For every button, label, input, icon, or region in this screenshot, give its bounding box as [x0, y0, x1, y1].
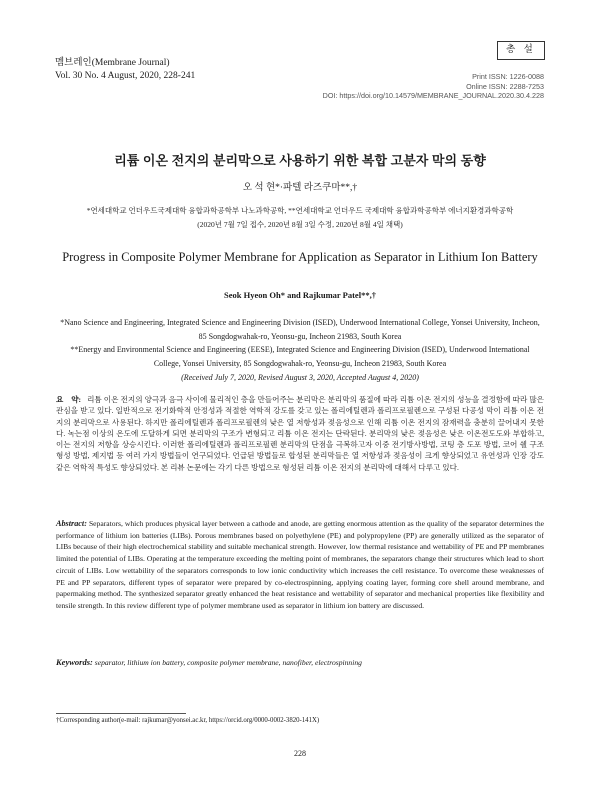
korean-authors: 오 석 현*·파텔 라즈쿠마**,† — [242, 183, 358, 193]
page-number: 228 — [294, 749, 306, 758]
affiliation-2: **Energy and Environmental Science and Engineering (EESE), Integrated Science and Engineering Division (ISED), Underwood International College, Yonsei University, 85 Songdogwahak-ro, Yeonsu-gu, Incheon 21983, South Korea — [70, 345, 530, 368]
journal-name: 멤브레인(Membrane Journal) — [55, 58, 170, 68]
footnote-divider — [56, 713, 186, 714]
keywords-text: separator, lithium ion battery, composite polymer membrane, nanofiber, electrospinning — [94, 658, 362, 667]
online-issn: Online ISSN: 2288-7253 — [466, 81, 544, 91]
english-title: Progress in Composite Polymer Membrane for Application as Separator in Lithium Ion Battery — [62, 250, 538, 264]
korean-abstract — [56, 394, 544, 473]
korean-affiliation: *연세대학교 언더우드국제대학 융합과학공학부 나노과학공학, **연세대학교 언더우드 국제대학 융합과학공학부 에너지환경과학공학 — [86, 206, 514, 215]
korean-abstract-text: 리튬 이온 전지의 양극과 음극 사이에 물리적인 층을 만들어주는 분리막은 분리막의 품질에 따라 리튬 이온 전지의 성능을 결정함에 따라 많은 관심을 받고 있다. 일반적으로 전기화학적 안정성과 적절한 역학적 강도를 갖고 있는 폴리에틸렌과 폴리프로필렌으로 구성된 다공성 막이 리튬 이온 전지의 분리막으로 사용된다. 하지만 폴리에틸렌과 폴리프로필렌의 낮은 열 저항성과 젖음성으로 인해 리튬 이온 전지의 잠재력을 충분히 끌어내지 못한다. 녹는점 이상의 온도에 도달하게 되면 분리막의 구조가 변형되고 리튬 이온 전지는 단락된다. 분리막의 낮은 젖음성은 낮은 이온전도도와 부합하고, 이는 전지의 저항을 상승시킨다. 이러한 폴리에틸렌과 폴리프로필렌 분리막의 단점을 극복하고자 이중 전기방사방법, 코팅 층 도포 방법, 코어 쉘 구조 형성 방법, 제지법 등 여러 가지 방법들이 연구되었다. 언급된 방법들로 합성된 분리막들은 열 저항성과 젖음성이 크게 향상되었고 유연성과 인장 강도 같은 역학적 특성도 향상되었다. 본 리뷰 논문에는 각기 다른 방법으로 형성된 리튬 이온 전지의 분리막에 대해서 다루고 있다. — [56, 395, 544, 472]
keywords-label: Keywords: — [56, 657, 93, 667]
english-dates: (Received July 7, 2020, Revised August 3, 2020, Accepted August 4, 2020) — [181, 373, 419, 382]
english-abstract-label: Abstract: — [56, 519, 87, 528]
corresponding-author-footnote: †Corresponding author(e-mail: rajkumar@yonsei.ac.kr, https://orcid.org/0000-0002-3820-141X) — [56, 717, 320, 724]
issn-block — [323, 72, 544, 101]
article-type-badge: 총 설 — [497, 41, 545, 60]
journal-volume-info: Vol. 30 No. 4 August, 2020, 228-241 — [55, 71, 196, 81]
english-abstract — [56, 518, 544, 612]
doi-link[interactable]: DOI: https://doi.org/10.14579/MEMBRANE_JOURNAL.2020.30.4.228 — [322, 91, 544, 100]
english-abstract-text: Separators, which produces physical layer between a cathode and anode, are getting enormous attention as the quality of the separator determines the performance of lithium ion batteries (LIBs). Porous membranes based on polyethylene (PE) and polypropylene (PP) are generally utilized as the separator of LIBs because of their high electrochemical stability and suitable mechanical strength. However, low thermal resistance and wettability of PE and PP membranes limited the potential of LIBs. Operating at the temperature exceeding the melting point of membranes, the separators change their structures which lead to short circuit of LIBs. Low wettability of the separators corresponds to low ionic conductivity which increases the cell resistance. To overcome these weaknesses of PE and PP separators, different types of separator were prepared by co-electrospinning, applying coating layer, forming core shell around membrane, and papermaking method. The synthesized separator greatly enhanced the heat resistance and wettability of separator and mechanical properties like flexibility and tensile strength. In this review different type of polymer membrane used as separator in lithium ion battery are discussed. — [56, 519, 544, 610]
korean-abstract-label: 요 약: — [56, 395, 82, 404]
korean-dates: (2020년 7월 7일 접수, 2020년 8월 3일 수정, 2020년 8월 4일 채택) — [197, 220, 403, 229]
english-authors: Seok Hyeon Oh* and Rajkumar Patel**,† — [224, 290, 376, 300]
english-affiliation — [56, 316, 544, 370]
korean-title: 리튬 이온 전지의 분리막으로 사용하기 위한 복합 고분자 막의 동향 — [114, 153, 486, 168]
affiliation-1: *Nano Science and Engineering, Integrated Science and Engineering Division (ISED), Underwood International College, Yonsei University, Incheon, 85 Songdogwahak-ro, Yeonsu-gu, Incheon 21983, South Korea — [60, 318, 540, 341]
print-issn: Print ISSN: 1226-0088 — [472, 72, 544, 81]
keywords — [56, 657, 544, 667]
